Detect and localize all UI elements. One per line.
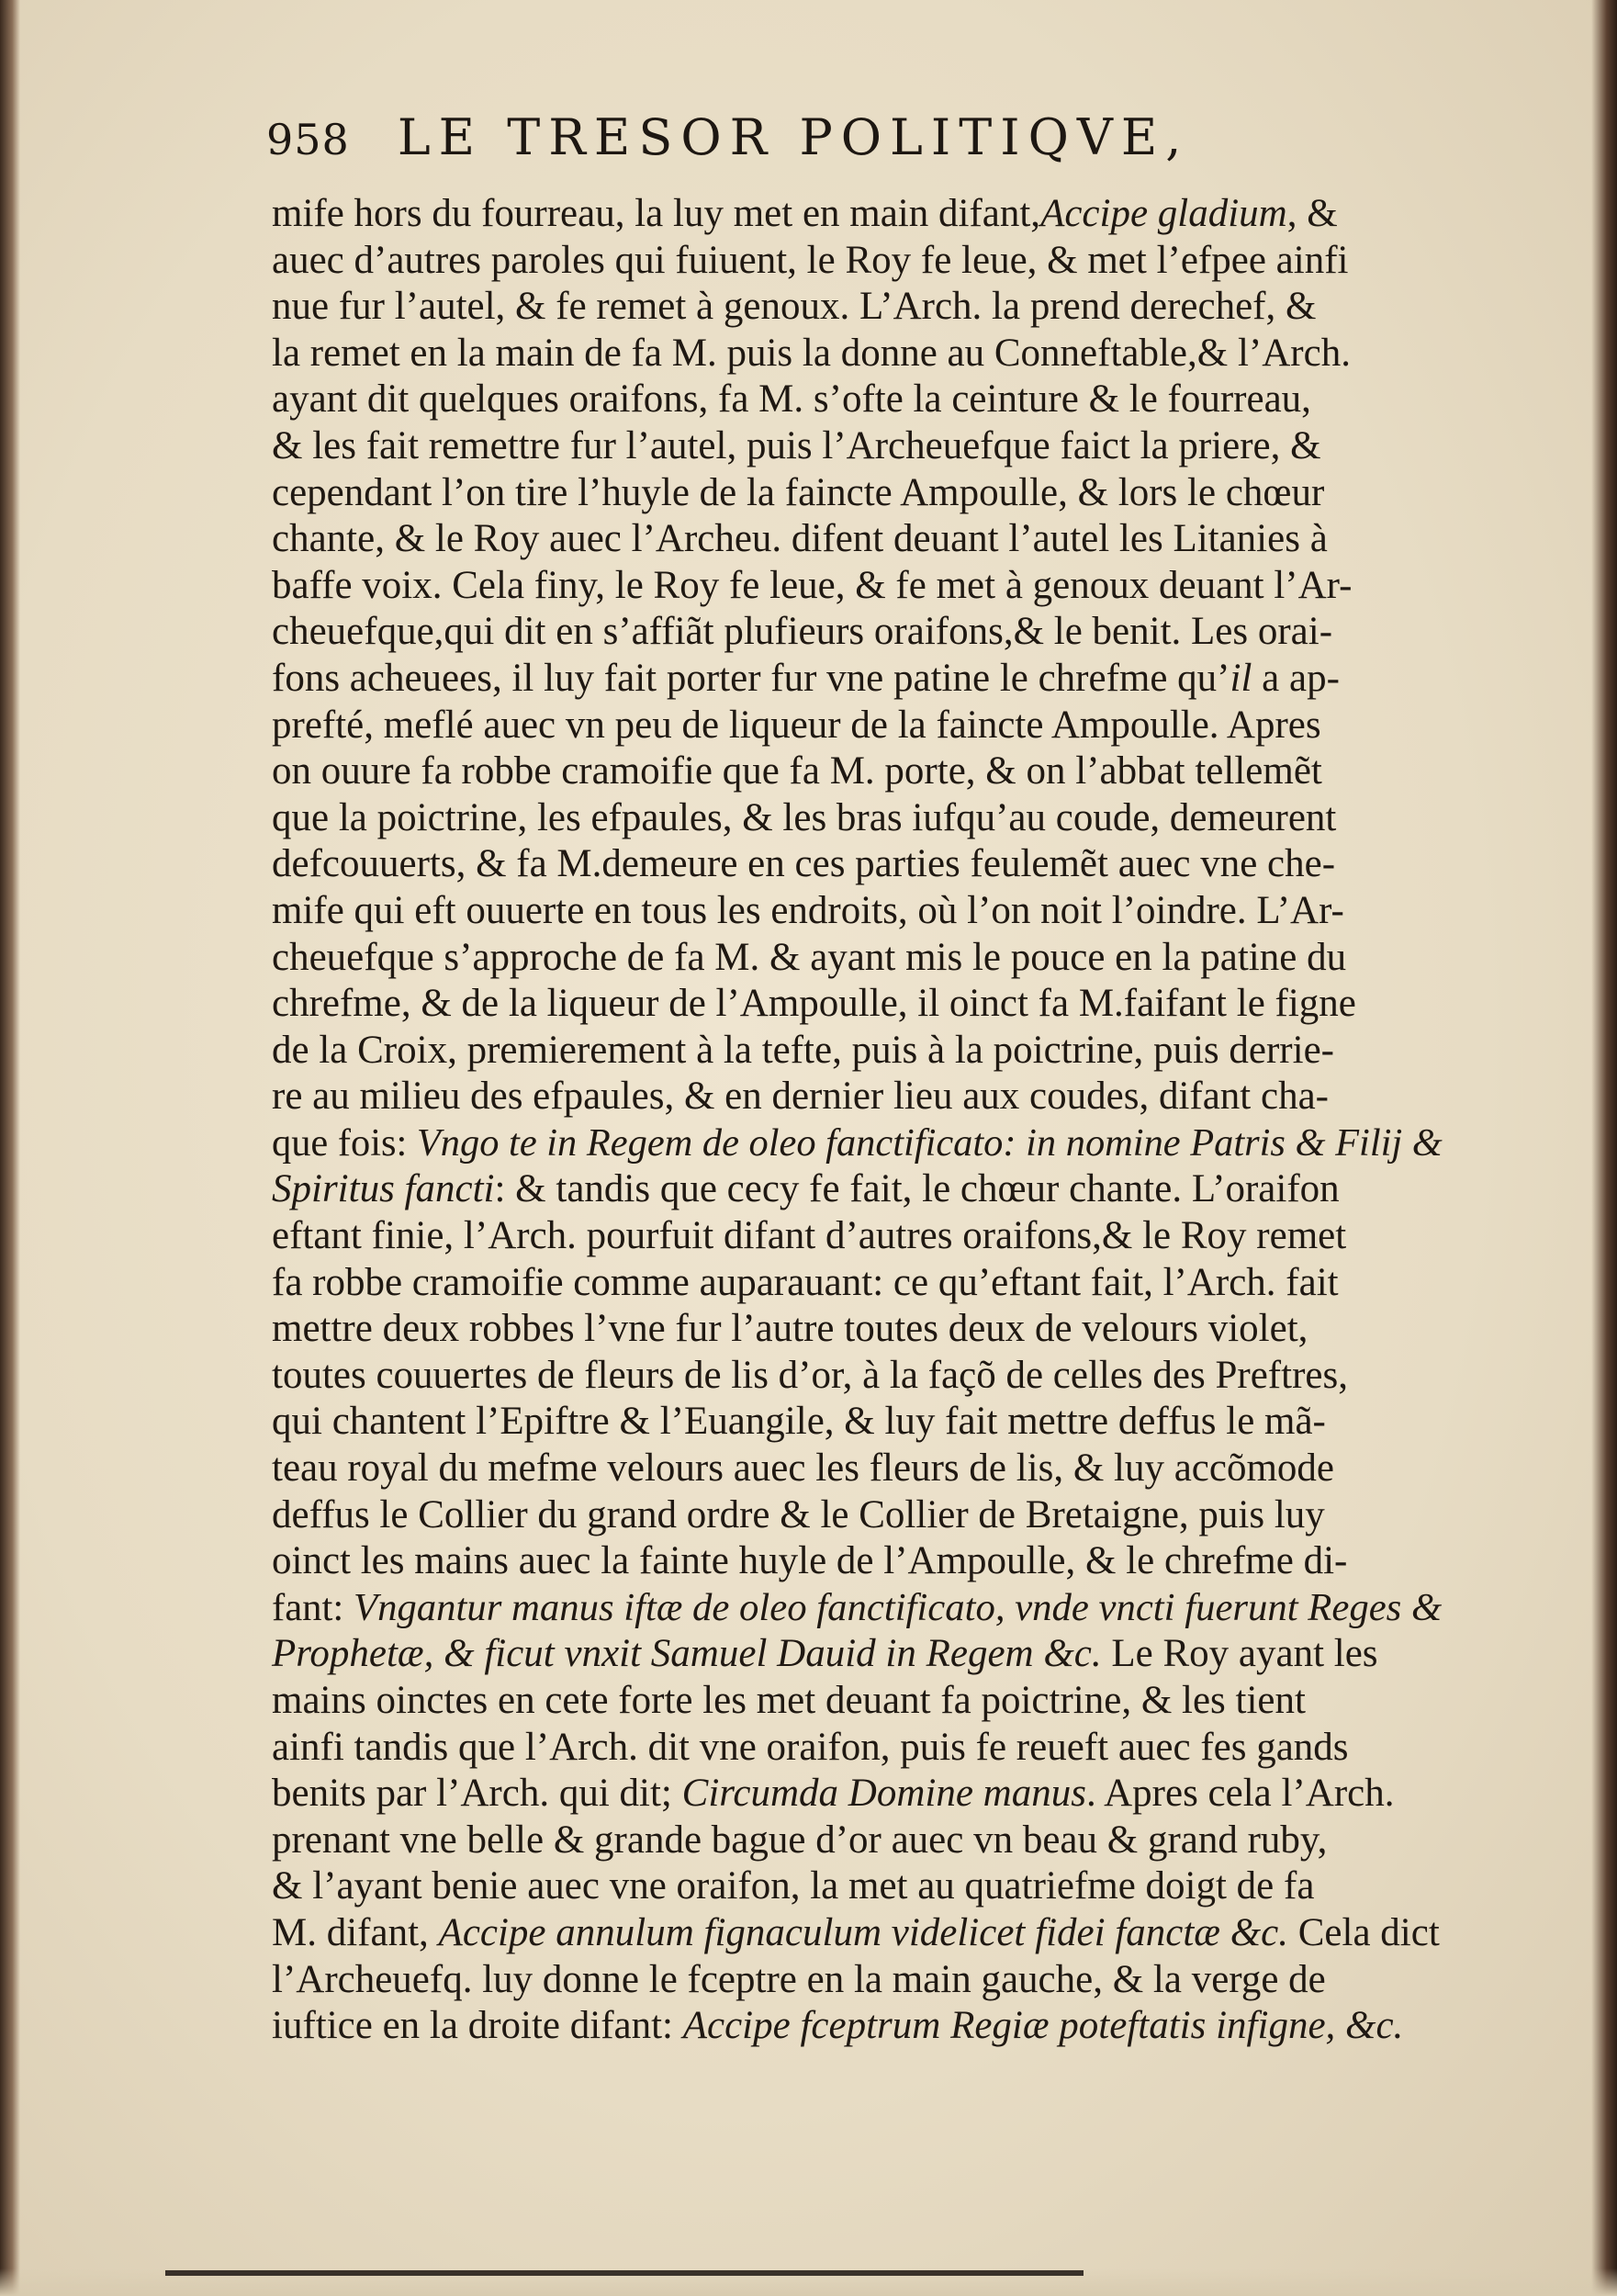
text-line — [272, 609, 1443, 656]
binding-stroke — [165, 2270, 1084, 2276]
text-line — [272, 1213, 1443, 1260]
line-text: de la Croix, premierement à la tefte, puis à la poictrine, puis derrie- — [272, 1028, 1334, 1072]
text-line — [272, 1631, 1443, 1678]
line-text: que la poictrine, les efpaules, & les bras iufqu’au coude, demeurent — [272, 795, 1337, 839]
text-line — [272, 284, 1443, 331]
text-line — [272, 1771, 1443, 1818]
page-right-shadow — [1591, 0, 1617, 2296]
text-line — [272, 423, 1443, 470]
page-left-shadow — [0, 0, 20, 2296]
text-line — [272, 1306, 1443, 1353]
line-text: fa robbe cramoifie comme auparauant: ce qu’eftant fait, l’Arch. fait — [272, 1260, 1339, 1304]
line-text: prefté, meflé auec vn peu de liqueur de la faincte Ampoulle. Apres — [272, 703, 1321, 747]
line-text: auec d’autres paroles qui fuiuent, le Roy fe leue, & met l’efpee ainfi — [272, 238, 1349, 282]
line-text: que fois: — [272, 1120, 417, 1165]
text-line — [272, 981, 1443, 1028]
line-text: defcouuerts, & fa M.demeure en ces parties feulemẽt auec vne che- — [272, 842, 1336, 886]
text-line — [272, 841, 1443, 888]
line-text: benits par l’Arch. qui dit; — [272, 1772, 682, 1816]
text-line — [272, 1910, 1443, 1957]
line-text: cependant l’on tire l’huyle de la faincte Ampoulle, & lors le chœur — [272, 470, 1325, 514]
line-text: ayant dit quelques oraifons, fa M. s’ofte la ceinture & le fourreau, — [272, 377, 1311, 422]
line-text: chante, & le Roy auec l’Archeu. difent deuant l’autel les Litanies à — [272, 517, 1328, 561]
line-text: iuftice en la droite difant: — [272, 2004, 683, 2048]
text-line — [272, 935, 1443, 982]
text-line — [272, 795, 1443, 842]
text-line — [272, 331, 1443, 377]
line-text: deffus le Collier du grand ordre & le Collier de Bretaigne, puis luy — [272, 1492, 1325, 1536]
text-line — [272, 1538, 1443, 1585]
line-text: mife qui eft ouuerte en tous les endroits, où l’on noit l’oindre. L’Ar- — [272, 888, 1344, 932]
line-text: la remet en la main de fa M. puis la donne au Conneftable,& l’Arch. — [272, 331, 1351, 375]
text-line — [272, 1399, 1443, 1446]
text-line — [272, 1492, 1443, 1539]
text-line — [272, 748, 1443, 795]
line-text: ainfi tandis que l’Arch. dit vne oraifon, puis fe reueft auec fes gands — [272, 1725, 1349, 1769]
running-title: LE TRESOR POLITIQVE, — [397, 108, 1190, 166]
line-text: on ouure fa robbe cramoifie que fa M. porte, & on l’abbat tellemẽt — [272, 749, 1322, 793]
line-text: mettre deux robbes l’vne fur l’autre toutes deux de velours violet, — [272, 1307, 1308, 1351]
line-text: cheuefque s’approche de fa M. & ayant mis le pouce en la patine du — [272, 935, 1347, 979]
line-text: baffe voix. Cela finy, le Roy fe leue, & fe met à genoux deuant l’Ar- — [272, 563, 1353, 607]
text-line — [272, 1028, 1443, 1075]
text-line — [272, 1818, 1443, 1864]
line-text: fons acheuees, il luy fait porter fur vne patine le chrefme qu’ — [272, 656, 1230, 700]
line-text: . Apres cela l’Arch. — [1085, 1772, 1395, 1816]
text-line — [272, 2003, 1443, 2050]
latin-phrase: Accipe annulum fignaculum videlicet fidei fanctæ &c. — [438, 1910, 1288, 1954]
text-line — [272, 1120, 1443, 1167]
line-text: a ap- — [1252, 656, 1340, 700]
line-text: oinct les mains auec la fainte huyle de l’Ampoulle, & le chrefme di- — [272, 1539, 1348, 1583]
text-line — [272, 1074, 1443, 1120]
line-text: chrefme, & de la liqueur de l’Ampoulle, il oinct fa M.faifant le figne — [272, 982, 1356, 1026]
latin-phrase: Accipe fceptrum Regiæ poteftatis infigne, &c. — [682, 2004, 1404, 2048]
line-text: teau royal du mefme velours auec les fleurs de lis, & luy accõmode — [272, 1446, 1335, 1491]
text-line — [272, 1585, 1443, 1632]
line-text: nue fur l’autel, & fe remet à genoux. L’Arch. la prend derechef, & — [272, 285, 1317, 329]
latin-phrase: il — [1230, 656, 1252, 700]
folio-number: 958 — [266, 115, 350, 164]
line-text: Cela dict — [1288, 1910, 1440, 1954]
latin-phrase: Vngantur manus iftæ de oleo fanctificato, vnde vncti fuerunt Reges & — [353, 1585, 1443, 1629]
text-line — [272, 703, 1443, 749]
text-line — [272, 470, 1443, 517]
page-header — [266, 108, 1331, 166]
latin-phrase: Spiritus fancti — [272, 1167, 495, 1211]
line-text: & l’ayant benie auec vne oraifon, la met au quatriefme doigt de fa — [272, 1864, 1315, 1908]
line-text: qui chantent l’Epiftre & l’Euangile, & luy fait mettre deffus le mã- — [272, 1400, 1326, 1444]
text-line — [272, 888, 1443, 935]
line-text: l’Archeuefq. luy donne le fceptre en la main gauche, & la verge de — [272, 1957, 1326, 2001]
text-line — [272, 238, 1443, 285]
line-text: , & — [1286, 192, 1338, 235]
text-line — [272, 1863, 1443, 1910]
line-text: cheuefque,qui dit en s’affiãt plufieurs oraifons,& le benit. Les orai- — [272, 610, 1333, 654]
latin-phrase: Accipe gladium — [1040, 192, 1287, 235]
line-text: re au milieu des efpaules, & en dernier lieu aux coudes, difant cha- — [272, 1075, 1329, 1119]
text-line — [272, 1166, 1443, 1213]
text-line — [272, 377, 1443, 423]
latin-phrase: Vngo te in Regem de oleo fanctificato: in nomine Patris & Filij & — [416, 1120, 1443, 1165]
line-text: toutes couuertes de fleurs de lis d’or, à la façõ de celles des Preftres, — [272, 1353, 1348, 1397]
line-text: mains oinctes en cete forte les met deuant fa poictrine, & les tient — [272, 1679, 1306, 1722]
text-line — [272, 656, 1443, 703]
text-line — [272, 1957, 1443, 2004]
text-line — [272, 563, 1443, 610]
text-line — [272, 1353, 1443, 1400]
text-line — [272, 516, 1443, 563]
text-line — [272, 1260, 1443, 1307]
text-line — [272, 1678, 1443, 1725]
latin-phrase: Prophetæ, & ficut vnxit Samuel Dauid in Regem &c. — [272, 1632, 1102, 1676]
line-text: prenant vne belle & grande bague d’or auec vn beau & grand ruby, — [272, 1818, 1328, 1862]
line-text: M. difant, — [272, 1910, 439, 1954]
text-line — [272, 1446, 1443, 1492]
line-text: : & tandis que cecy fe fait, le chœur chante. L’oraifon — [494, 1167, 1340, 1211]
line-text: mife hors du fourreau, la luy met en main difant, — [272, 192, 1041, 235]
text-line — [272, 1725, 1443, 1772]
body-text — [272, 191, 1443, 2050]
text-line — [272, 191, 1443, 238]
line-text: eftant finie, l’Arch. pourfuit difant d’autres oraifons,& le Roy remet — [272, 1214, 1347, 1258]
latin-phrase: Circumda Domine manus — [681, 1772, 1086, 1816]
line-text: Le Roy ayant les — [1101, 1632, 1378, 1676]
line-text: & les fait remettre fur l’autel, puis l’Archeuefque faict la priere, & — [272, 423, 1321, 467]
line-text: fant: — [272, 1585, 354, 1629]
